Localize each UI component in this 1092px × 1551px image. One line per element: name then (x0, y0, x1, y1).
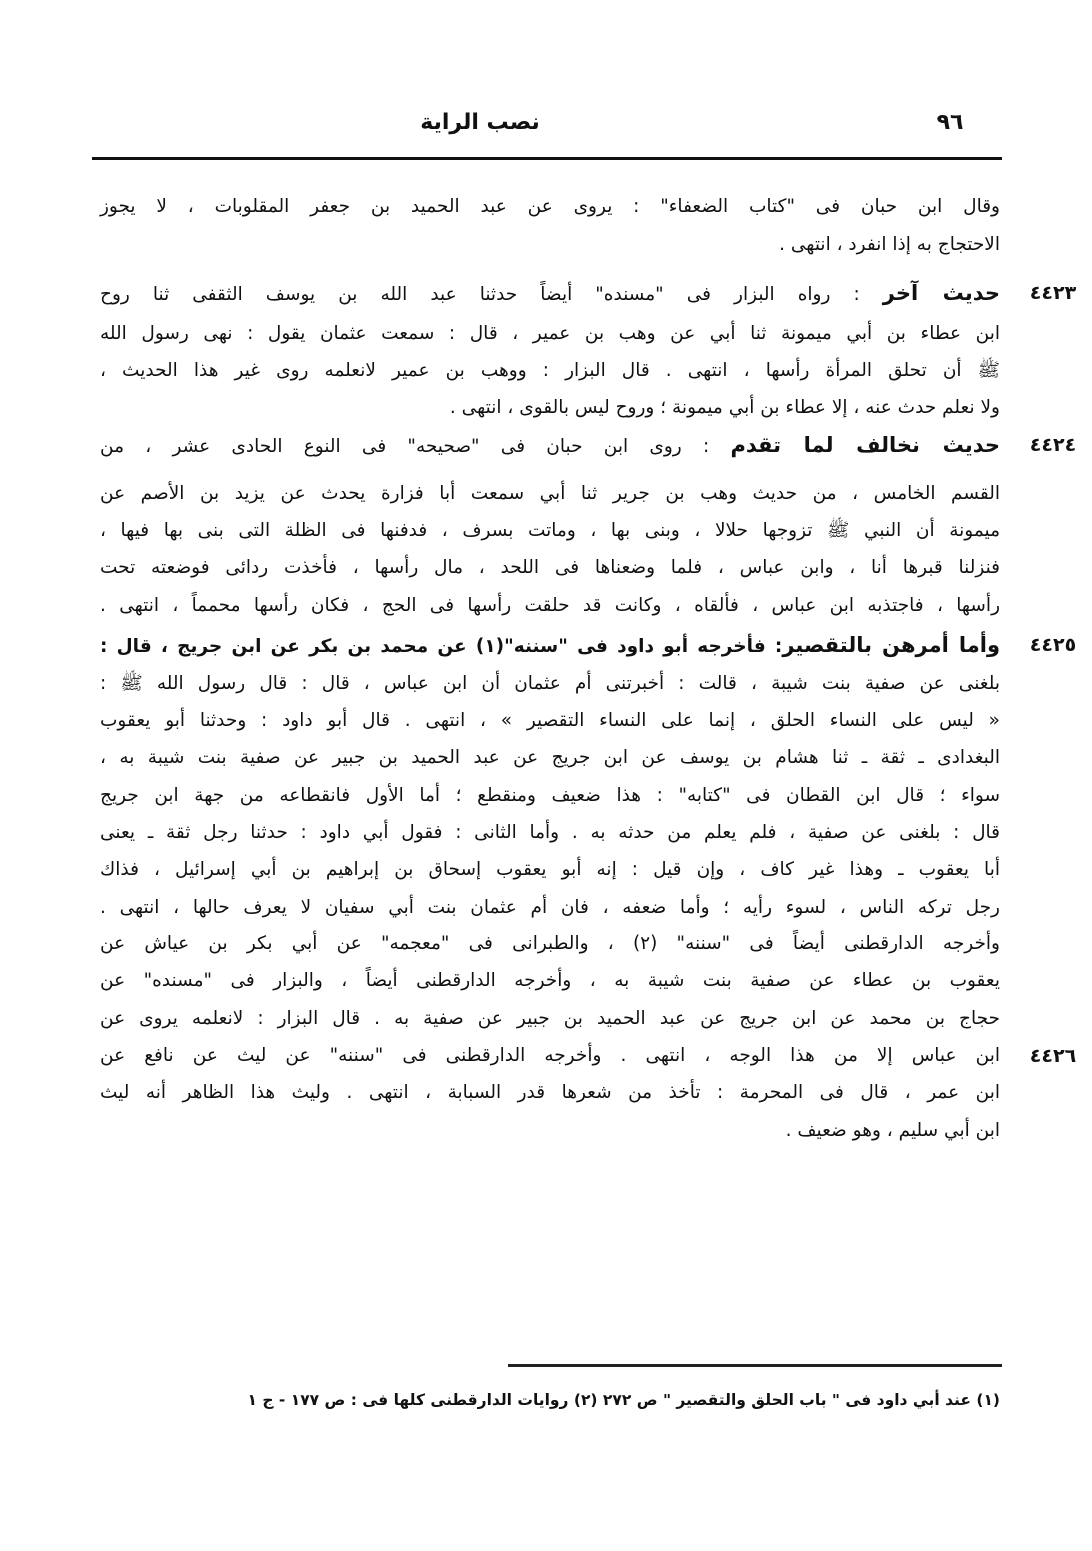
text-line-content (100, 276, 1000, 312)
text-span: يعقوب بن عطاء عن صفية بنت شيبة به ، وأخرجه الدارقطنى أيضاً ، والبزار فى "مسنده" عن (100, 970, 1000, 991)
text-line-content (100, 964, 1000, 998)
text-line (100, 514, 1000, 548)
text-line (100, 391, 1000, 425)
text-span: حجاج بن محمد عن ابن جريج عن عبد الحميد بن جبير عن صفية به . قال البزار : لانعلمه يروى عن (100, 1008, 1000, 1029)
text-line-content (100, 816, 1000, 850)
text-line-content (100, 514, 1000, 548)
text-line (100, 428, 1000, 462)
text-line (100, 667, 1000, 701)
hadith-number: ٤٤٢٥ (1029, 634, 1077, 656)
text-line-content (100, 589, 1000, 623)
text-line (100, 964, 1000, 998)
text-line (100, 551, 1000, 585)
text-line (100, 1002, 1000, 1036)
text-span: ابن أبي سليم ، وهو ضعيف . (785, 1120, 1000, 1141)
text-line (100, 927, 1000, 961)
text-line-content (786, 1114, 1000, 1148)
text-line (100, 628, 1000, 662)
text-span: بلغنى عن صفية بنت شيبة ، قالت : أخبرتنى أم عثمان أن ابن عباس ، قال : قال رسول الله ﷺ : (100, 673, 1000, 694)
text-line (100, 276, 1000, 310)
text-span: وأخرجه الدارقطنى أيضاً فى "سننه" (٢) ، والطبرانى فى "معجمه" عن أبي بكر بن عياش عن (100, 933, 1000, 954)
text-line (100, 741, 1000, 775)
text-line-content (100, 1076, 1000, 1110)
text-span: ﷺ أن تحلق المرأة رأسها ، انتهى . قال البزار : ووهب بن عمير لانعلمه روى غير هذا الحديث ، (100, 360, 1000, 381)
hadith-heading: وأما أمرهن بالتقصير (782, 633, 1000, 657)
footnote-rule (508, 1364, 1002, 1367)
hadith-number: ٤٤٢٣ (1029, 282, 1077, 304)
text-span: أبا يعقوب ـ وهذا غير كاف ، وإن قيل : إنه أبو يعقوب إسحاق بن إبراهيم بن أبي إسرائيل ، فذاك (100, 859, 1000, 880)
text-line-content (100, 741, 1000, 775)
text-line (100, 190, 1000, 224)
text-line-content (100, 1039, 1000, 1073)
text-span: ولا نعلم حدث عنه ، إلا عطاء بن أبي ميمونة ؛ وروح ليس بالقوى ، انتهى . (449, 397, 1000, 418)
text-line (100, 779, 1000, 813)
text-span: ابن عمر ، قال فى المحرمة : تأخذ من شعرها قدر السبابة ، انتهى . وليث هذا الظاهر أنه ليث (100, 1082, 1000, 1103)
text-line (100, 704, 1000, 738)
text-span: القسم الخامس ، من حديث وهب بن جرير ثنا أبي سمعت أبا فزارة يحدث عن يزيد بن الأصم عن (100, 483, 1000, 504)
text-line-content (100, 853, 1000, 887)
text-line-content (100, 551, 1000, 585)
text-line-content (100, 190, 1000, 224)
hadith-heading: حديث نخالف لما تقدم (730, 433, 1000, 457)
text-span: البغدادى ـ ثقة ـ ثنا هشام بن يوسف عن ابن جريج عن عبد الحميد بن جبير عن صفية بنت شيبة به ، (100, 747, 1000, 768)
text-line-content (100, 317, 1000, 351)
text-line-content (100, 927, 1000, 961)
header-rule (92, 157, 1002, 160)
text-line-content (100, 667, 1000, 701)
text-line (100, 1114, 1000, 1148)
text-line-content (100, 628, 1000, 664)
text-line (100, 891, 1000, 925)
text-span: « ليس على النساء الحلق ، إنما على النساء التقصير » ، انتهى . قال أبو داود : وحدثنا أبو يعقوب (100, 710, 1000, 731)
text-span: سواء ؛ قال ابن القطان فى "كتابه" : هذا ضعيف ومنقطع ؛ أما الأول فانقطاعه من جهة ابن جريج (100, 785, 1000, 806)
text-span: رجل تركه الناس ، لسوء رأيه ؛ وأما ضعفه ، فان أم عثمان بنت أبي سفيان لا يعرف حالها ، انتهى . (100, 897, 1000, 918)
text-span: : فأخرجه أبو داود فى "سننه"(١) عن محمد بن بكر عن ابن جريج ، قال : (100, 636, 783, 657)
text-span: الاحتجاج به إذا انفرد ، انتهى . (779, 234, 1000, 255)
footnotes: (١) عند أبي داود فى " باب الحلق والتقصير " ص ٢٧٢ (٢) روايات الدارقطنى كلها فى : ص ١٧٧ - ج ١ (247, 1391, 1000, 1409)
hadith-heading: حديث آخر (882, 281, 1000, 305)
text-span: رأسها ، فاجتذبه ابن عباس ، فألقاه ، وكانت قد حلقت رأسها فى الحج ، فكان رأسها محمماً ، انتهى . (100, 595, 1000, 616)
text-line (100, 317, 1000, 351)
text-line-content (100, 1002, 1000, 1036)
text-line (100, 477, 1000, 511)
text-line-content (100, 354, 1000, 388)
text-line-content (779, 228, 1000, 262)
text-line (100, 853, 1000, 887)
text-line-content (100, 477, 1000, 511)
text-span: ميمونة أن النبي ﷺ تزوجها حلالا ، وبنى بها ، وماتت بسرف ، فدفنها فى الظلة التى بنى بها فيها ، (100, 520, 1000, 541)
page-number: ٩٦ (936, 110, 964, 135)
text-line-content (100, 428, 1000, 464)
text-line (100, 354, 1000, 388)
text-span: ابن عطاء بن أبي ميمونة ثنا أبي عن وهب بن عمير ، قال : سمعت عثمان يقول : نهى رسول الله (100, 323, 1000, 344)
text-line (100, 1039, 1000, 1073)
text-line-content (100, 779, 1000, 813)
text-line-content (100, 891, 1000, 925)
text-line (100, 816, 1000, 850)
text-line (100, 1076, 1000, 1110)
text-line (100, 228, 1000, 262)
text-span: : رواه البزار فى "مسنده" أيضاً حدثنا عبد الله بن يوسف الثقفى ثنا روح (100, 284, 883, 305)
text-span: : روى ابن حبان فى "صحيحه" فى النوع الحادى عشر ، من (100, 436, 731, 457)
hadith-number: ٤٤٢٤ (1029, 434, 1077, 456)
text-span: فنزلنا قبرها أنا ، وابن عباس ، فلما وضعناها فى اللحد ، مال رأسها ، فأخذت ردائى فوضعته تحت (100, 557, 1000, 578)
text-span: وقال ابن حبان فى "كتاب الضعفاء" : يروى عن عبد الحميد بن جعفر المقلوبات ، لا يجوز (100, 196, 1000, 217)
text-line (100, 589, 1000, 623)
text-line-content (450, 391, 1000, 425)
text-line-content (100, 704, 1000, 738)
text-span: ابن عباس إلا من هذا الوجه ، انتهى . وأخرجه الدارقطنى فى "سننه" عن ليث عن نافع عن (100, 1045, 1000, 1066)
running-header-title: نصب الراية (420, 110, 540, 135)
text-span: قال : بلغنى عن صفية ، فلم يعلم من حدثه به . وأما الثانى : فقول أبي داود : حدثنا رجل ثقة ـ يعنى (100, 822, 1000, 843)
hadith-number: ٤٤٢٦ (1029, 1045, 1077, 1067)
